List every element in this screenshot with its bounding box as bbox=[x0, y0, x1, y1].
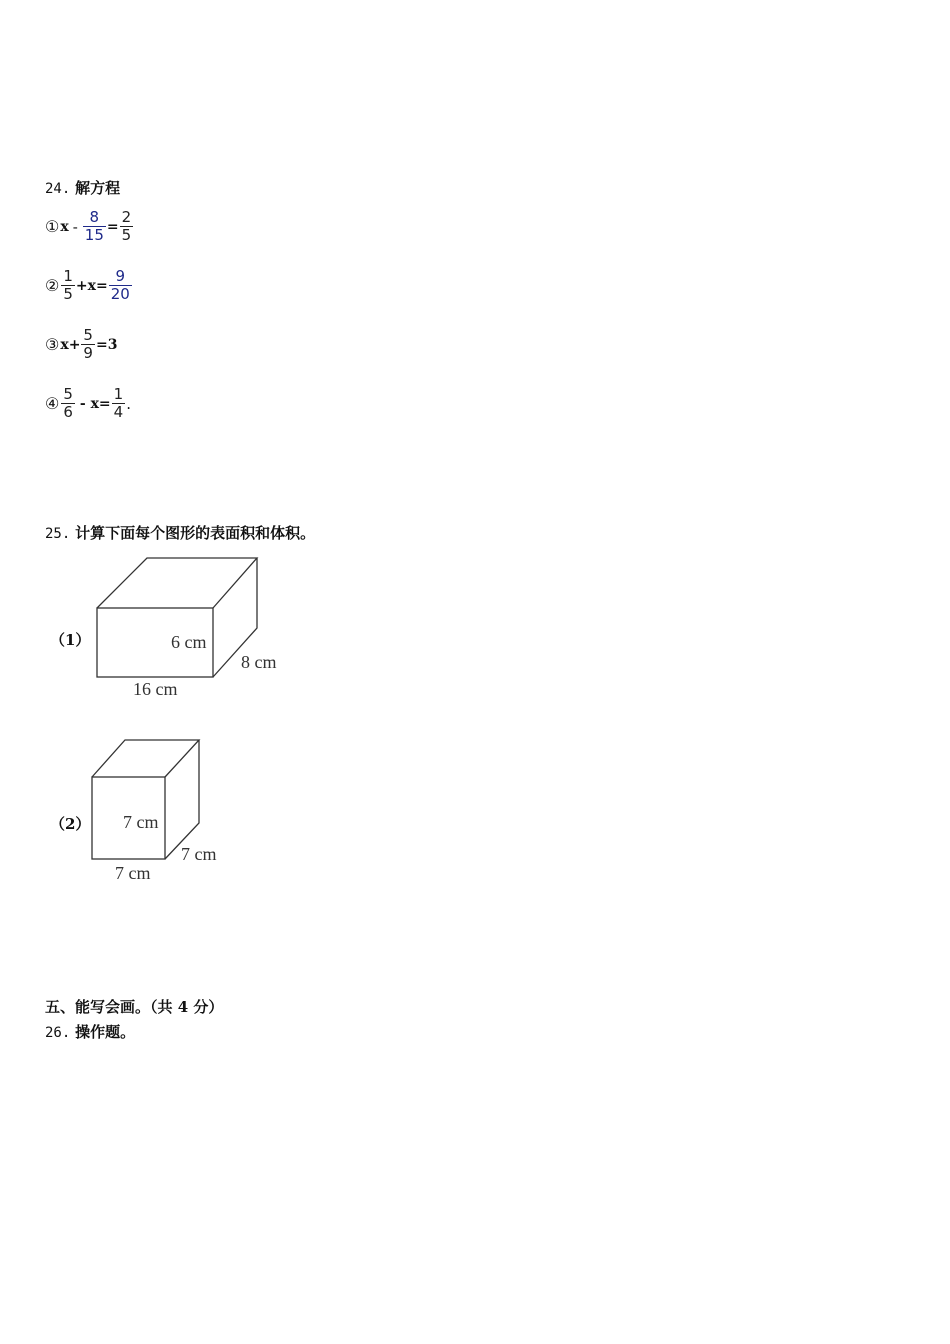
eq2-marker: ② bbox=[45, 276, 60, 295]
eq1-variable: x bbox=[60, 218, 69, 235]
cuboid-width-label: 16 cm bbox=[133, 679, 178, 699]
equation-2 bbox=[45, 268, 133, 303]
cuboid-figure bbox=[90, 552, 300, 702]
eq2-operator: +x= bbox=[75, 277, 108, 294]
equation-1 bbox=[45, 209, 134, 244]
cube-width-label: 7 cm bbox=[115, 863, 151, 883]
cube-depth-label: 7 cm bbox=[181, 844, 217, 864]
cube-height-label: 7 cm bbox=[123, 812, 159, 832]
cube-top-face bbox=[92, 740, 199, 777]
eq3-variable: x+ bbox=[60, 336, 81, 353]
q25-number: 25. bbox=[45, 526, 71, 542]
equation-3 bbox=[45, 327, 117, 362]
eq1-marker: ① bbox=[45, 217, 60, 236]
q25-heading bbox=[45, 522, 315, 543]
cuboid-top-face bbox=[97, 558, 257, 608]
section-5-title: 五、能写会画。（共 4 分） bbox=[45, 998, 224, 1016]
figure-2-label: （2） bbox=[50, 815, 91, 833]
q24-number: 24. bbox=[45, 181, 71, 197]
eq2-fraction-1: $\frac{1}{5}$ bbox=[63, 267, 73, 303]
q24-heading bbox=[45, 177, 120, 198]
q26-number: 26. bbox=[45, 1025, 71, 1041]
q26-title: 操作题。 bbox=[75, 1023, 136, 1041]
eq3-marker: ③ bbox=[45, 335, 60, 354]
q24-title: 解方程 bbox=[75, 179, 121, 197]
q25-title: 计算下面每个图形的表面积和体积。 bbox=[75, 524, 316, 542]
eq3-fraction-1: $\frac{5}{9}$ bbox=[83, 326, 93, 362]
eq3-result: =3 bbox=[95, 336, 118, 353]
q26-heading bbox=[45, 1021, 135, 1042]
eq1-fraction-2: $\frac{2}{5}$ bbox=[121, 208, 132, 244]
eq4-operator: - x= bbox=[79, 395, 111, 412]
eq1-fraction-1: $\frac{8}{15}$ bbox=[84, 208, 104, 244]
eq4-fraction-2: $\frac{1}{4}$ bbox=[113, 385, 124, 421]
equation-4 bbox=[45, 386, 131, 421]
eq2-fraction-2: $\frac{9}{20}$ bbox=[110, 267, 130, 303]
cuboid-depth-label: 8 cm bbox=[241, 652, 277, 672]
cuboid-height-label: 6 cm bbox=[171, 632, 207, 652]
eq4-period: . bbox=[126, 394, 131, 413]
eq1-equals: = bbox=[106, 218, 119, 235]
eq4-marker: ④ bbox=[45, 394, 60, 413]
figure-1-label: （1） bbox=[50, 631, 91, 649]
eq4-fraction-1: $\frac{5}{6}$ bbox=[63, 385, 73, 421]
eq1-minus: - bbox=[72, 217, 78, 236]
cube-figure bbox=[85, 733, 235, 885]
